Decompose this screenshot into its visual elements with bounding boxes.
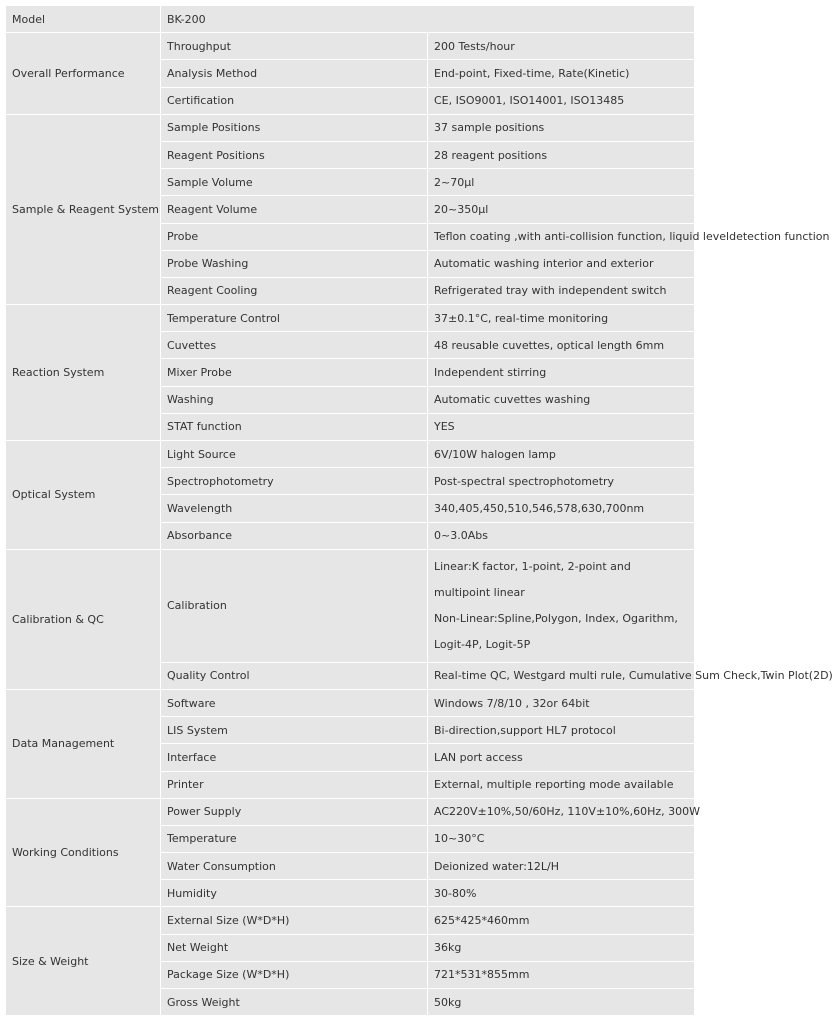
spec-value: 6V/10W halogen lamp: [428, 441, 695, 468]
spec-value: Independent stirring: [428, 359, 695, 386]
spec-key: Mixer Probe: [161, 359, 428, 386]
spec-value: 36kg: [428, 934, 695, 961]
spec-key: Net Weight: [161, 934, 428, 961]
spec-row: [6, 798, 695, 825]
spec-key: Probe Washing: [161, 250, 428, 277]
spec-key: Printer: [161, 771, 428, 798]
spec-value: Real-time QC, Westgard multi rule, Cumulative Sum Check,Twin Plot(2D): [428, 662, 695, 689]
group-label: Sample & Reagent System: [6, 114, 161, 304]
spec-key: STAT function: [161, 413, 428, 440]
spec-table: [5, 5, 833, 1016]
model-value: BK-200: [161, 6, 695, 33]
spec-key: Reagent Positions: [161, 141, 428, 168]
spec-key: LIS System: [161, 717, 428, 744]
spec-value: 721*531*855mm: [428, 961, 695, 988]
spec-key: Certification: [161, 87, 428, 114]
spec-value: 28 reagent positions: [428, 141, 695, 168]
model-row: [6, 6, 695, 33]
spec-key: Spectrophotometry: [161, 468, 428, 495]
spec-value-line: Linear:K factor, 1-point, 2-point and multipoint linear: [434, 559, 631, 599]
spec-row: [6, 33, 695, 60]
group-label: Optical System: [6, 441, 161, 550]
spec-value: Windows 7/8/10 , 32or 64bit: [428, 689, 695, 716]
spec-key: Package Size (W*D*H): [161, 961, 428, 988]
spec-row: [6, 441, 695, 468]
spec-value: 48 reusable cuvettes, optical length 6mm: [428, 332, 695, 359]
spec-value: CE, ISO9001, ISO14001, ISO13485: [428, 87, 695, 114]
spec-key: Light Source: [161, 441, 428, 468]
spec-value: 200 Tests/hour: [428, 33, 695, 60]
spec-value: External, multiple reporting mode available: [428, 771, 695, 798]
spec-value: 37 sample positions: [428, 114, 695, 141]
group-label: Calibration & QC: [6, 549, 161, 689]
spec-key: Reagent Volume: [161, 196, 428, 223]
spec-key: Analysis Method: [161, 60, 428, 87]
spec-value: Post-spectral spectrophotometry: [428, 468, 695, 495]
spec-key: Interface: [161, 744, 428, 771]
spec-value-multiline: [428, 549, 695, 662]
spec-key: Sample Volume: [161, 169, 428, 196]
group-label: Size & Weight: [6, 907, 161, 1016]
spec-key: Reagent Cooling: [161, 277, 428, 304]
group-label: Overall Performance: [6, 33, 161, 115]
spec-value: 625*425*460mm: [428, 907, 695, 934]
group-label: Reaction System: [6, 305, 161, 441]
spec-value: 30-80%: [428, 880, 695, 907]
spec-table-body: [6, 6, 833, 1016]
spec-value: Refrigerated tray with independent switch: [428, 277, 695, 304]
spec-key: Probe: [161, 223, 428, 250]
spec-key: Calibration: [161, 549, 428, 662]
spec-value-line: Non-Linear:Spline,Polygon, Index, Ogarithm, Logit-4P, Logit-5P: [434, 611, 678, 651]
spec-key: Power Supply: [161, 798, 428, 825]
spec-value: YES: [428, 413, 695, 440]
spec-key: Water Consumption: [161, 853, 428, 880]
spec-key: Software: [161, 689, 428, 716]
spec-row: [6, 689, 695, 716]
group-label: Working Conditions: [6, 798, 161, 907]
spec-value: Automatic washing interior and exterior: [428, 250, 695, 277]
spec-key: Washing: [161, 386, 428, 413]
spec-value: 340,405,450,510,546,578,630,700nm: [428, 495, 695, 522]
spec-key: Gross Weight: [161, 989, 428, 1016]
spec-key: Temperature Control: [161, 305, 428, 332]
spec-value: 0~3.0Abs: [428, 522, 695, 549]
spec-value: LAN port access: [428, 744, 695, 771]
spec-value: 50kg: [428, 989, 695, 1016]
spec-value: AC220V±10%,50/60Hz, 110V±10%,60Hz, 300W: [428, 798, 695, 825]
spec-value: 10~30°C: [428, 825, 695, 852]
group-label: Data Management: [6, 689, 161, 798]
spec-key: Cuvettes: [161, 332, 428, 359]
spec-row: [6, 549, 695, 662]
spec-value: Automatic cuvettes washing: [428, 386, 695, 413]
spec-key: Wavelength: [161, 495, 428, 522]
spec-value: Teflon coating ,with anti-collision function, liquid leveldetection function: [428, 223, 695, 250]
spec-row: [6, 114, 695, 141]
spec-value: 2~70μl: [428, 169, 695, 196]
spec-value: End-point, Fixed-time, Rate(Kinetic): [428, 60, 695, 87]
spec-value: 37±0.1°C, real-time monitoring: [428, 305, 695, 332]
spec-row: [6, 907, 695, 934]
spec-key: Absorbance: [161, 522, 428, 549]
spec-key: Throughput: [161, 33, 428, 60]
spec-key: Temperature: [161, 825, 428, 852]
spec-key: External Size (W*D*H): [161, 907, 428, 934]
spec-value: Deionized water:12L/H: [428, 853, 695, 880]
spec-value: 20~350μl: [428, 196, 695, 223]
spec-key: Quality Control: [161, 662, 428, 689]
spec-key: Sample Positions: [161, 114, 428, 141]
spec-row: [6, 305, 695, 332]
spec-key: Humidity: [161, 880, 428, 907]
spec-value: Bi-direction,support HL7 protocol: [428, 717, 695, 744]
model-label: Model: [6, 6, 161, 33]
